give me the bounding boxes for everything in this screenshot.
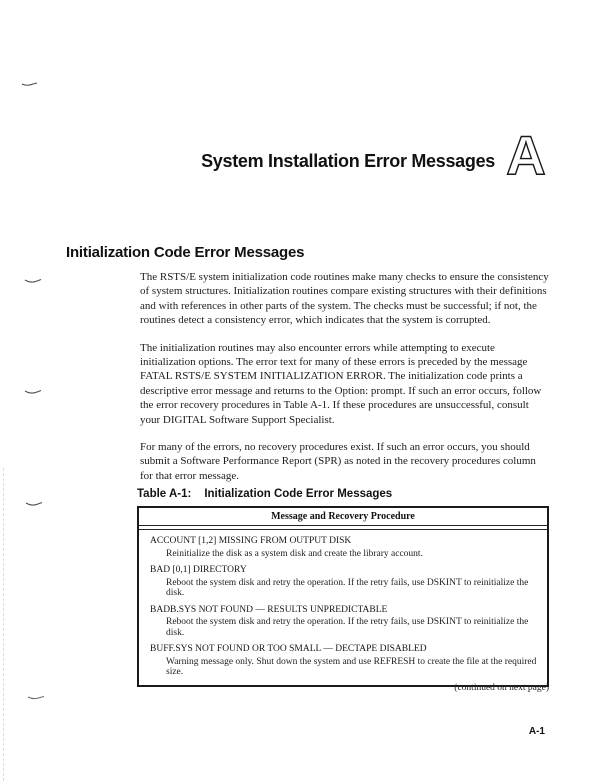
recovery-procedure: Reboot the system disk and retry the operation. If the retry fails, use DSKINT to reinitialize the disk. bbox=[166, 577, 529, 598]
table-caption-label: Table A-1: bbox=[137, 488, 192, 500]
error-message: BAD [0,1] DIRECTORY bbox=[150, 565, 247, 575]
table-header: Message and Recovery Procedure bbox=[271, 511, 415, 522]
appendix-letter-text: A bbox=[506, 132, 546, 178]
continued-note: (continued on next page) bbox=[454, 683, 549, 693]
section-heading: Initialization Code Error Messages bbox=[66, 244, 305, 261]
body-paragraph: For many of the errors, no recovery procedures exist. If such an error occurs, you should submit a Software Performance Report (SPR) as noted in the recovery procedures column for that error message. bbox=[140, 441, 536, 482]
table-caption-title: Initialization Code Error Messages bbox=[204, 488, 393, 500]
table-body bbox=[139, 530, 547, 685]
error-message: ACCOUNT [1,2] MISSING FROM OUTPUT DISK bbox=[150, 536, 352, 546]
error-message: BUFF.SYS NOT FOUND OR TOO SMALL — DECTAPE DISABLED bbox=[150, 644, 427, 654]
error-message-table bbox=[137, 506, 549, 687]
table-row bbox=[150, 605, 541, 639]
scan-mark-icon bbox=[24, 277, 42, 285]
page-number: A-1 bbox=[528, 726, 545, 737]
page-title: System Installation Error Messages bbox=[201, 151, 495, 171]
scan-edge-artifact bbox=[3, 468, 4, 781]
table-row bbox=[150, 536, 541, 559]
body-paragraph: The RSTS/E system initialization code routines make many checks to ensure the consistency of system structures. Initialization routines compare existing structures with their definitions and with references in other parts of the system. The checks must be successful; if not, the routines detect a consistency error, which indicates that the system is corrupted. bbox=[140, 271, 549, 327]
table-row bbox=[150, 565, 541, 599]
recovery-procedure: Reinitialize the disk as a system disk and create the library account. bbox=[166, 548, 423, 559]
scan-mark-icon bbox=[24, 388, 42, 396]
table-row bbox=[150, 644, 541, 678]
scan-mark-icon bbox=[21, 80, 39, 88]
recovery-procedure: Warning message only. Shut down the system and use REFRESH to create the file at the required size. bbox=[166, 656, 537, 677]
body-paragraph: The initialization routines may also encounter errors while attempting to execute initialization options. The error text for many of these errors is preceded by the message FATAL RSTS/E SYSTEM INITIALIZATION ERROR. The initialization code prints a descriptive error message and returns to the Option: prompt. If such an error occurs, follow the error recovery procedures in Table A-1. If these procedures are unsuccessful, consult your DIGITAL Software Support Specialist. bbox=[140, 341, 542, 426]
table-caption bbox=[137, 488, 392, 500]
appendix-letter-badge bbox=[505, 132, 547, 178]
recovery-procedure: Reboot the system disk and retry the operation. If the retry fails, use DSKINT to reinitialize the disk. bbox=[166, 617, 529, 638]
error-message: BADB.SYS NOT FOUND — RESULTS UNPREDICTABLE bbox=[150, 604, 388, 615]
body-text bbox=[140, 270, 551, 496]
scan-mark-icon bbox=[27, 694, 45, 702]
scan-mark-icon bbox=[25, 500, 43, 508]
